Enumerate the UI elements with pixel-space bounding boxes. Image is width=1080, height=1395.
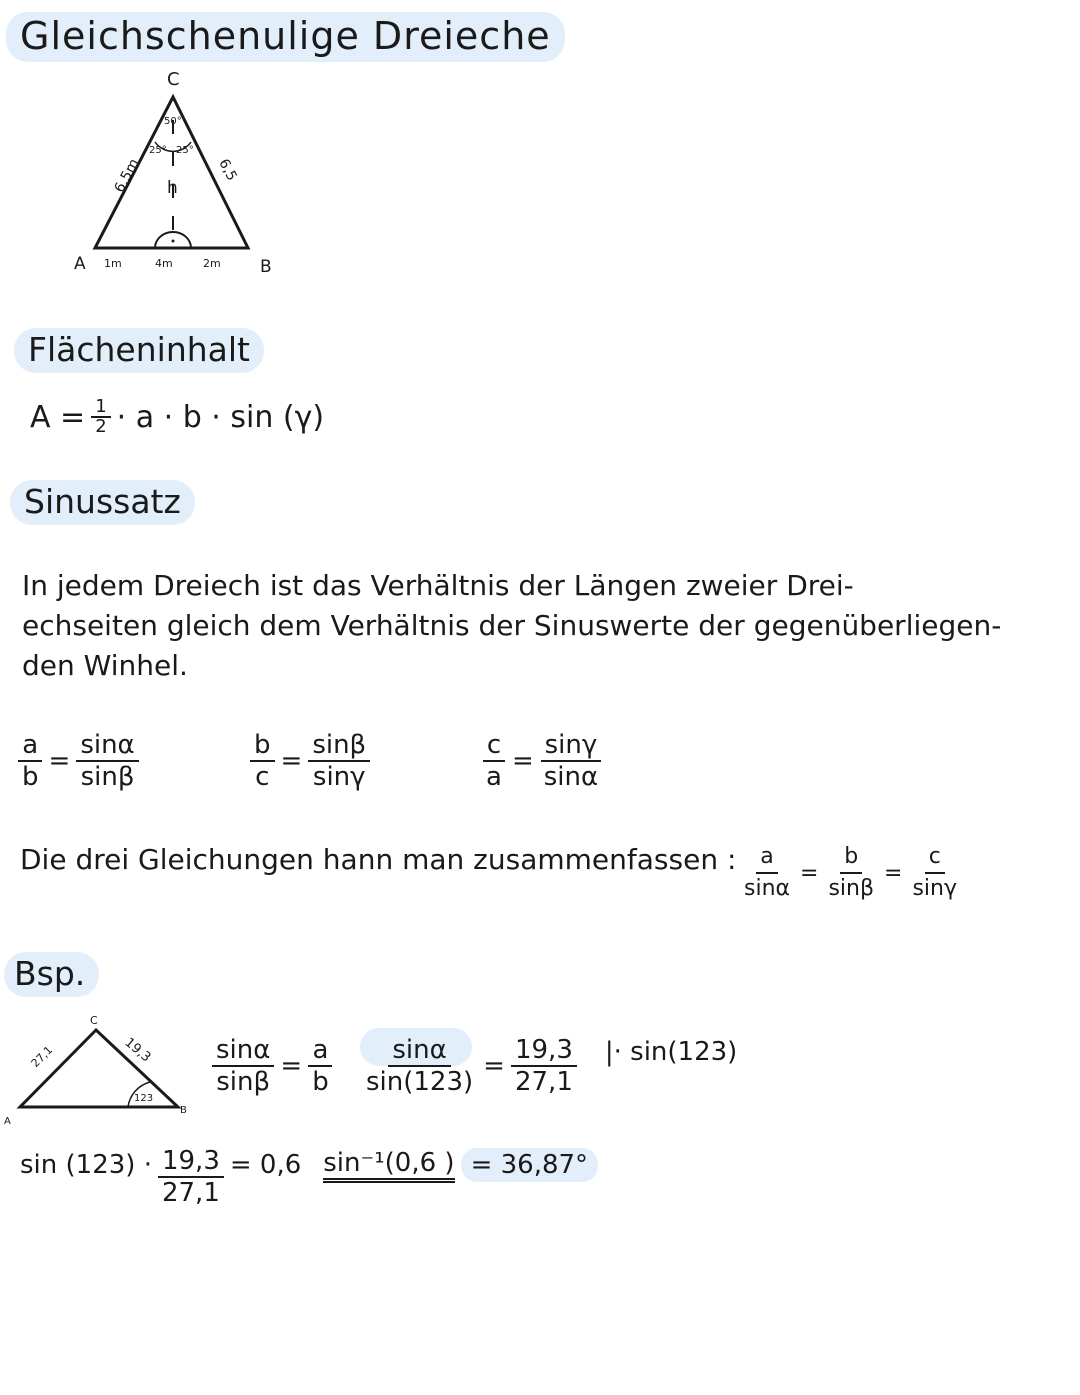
- base-mid-label: 4m: [155, 257, 173, 270]
- half-fraction: [91, 398, 110, 436]
- ratio2-den1: c: [255, 762, 270, 792]
- base-right-label: 2m: [203, 257, 221, 270]
- ratio-equation-1: $\frac{a}{b}$ = $\frac{\sin\alpha}{\sin\beta}$: [18, 730, 139, 792]
- ex-triangle-outline: [20, 1030, 178, 1107]
- ratio2-num2: sinβ: [308, 730, 370, 762]
- example-step-1: $\frac{\sin\alpha}{\sin\beta}$ = $\frac{a}{b}$: [212, 1035, 333, 1097]
- step3-den: 27,1: [161, 1178, 220, 1208]
- combined-num-c: c: [925, 842, 945, 874]
- ratio3-den2: sinα: [543, 762, 599, 792]
- isosceles-triangle-figure: [60, 65, 300, 285]
- ratio3-num2: sinγ: [541, 730, 602, 762]
- step1-num1: sinα: [212, 1035, 274, 1067]
- step1-den1: sinβ: [216, 1067, 271, 1097]
- step1-den2: b: [312, 1067, 329, 1097]
- combined-num-a: a: [756, 842, 777, 874]
- ex-vertex-a-label: A: [4, 1116, 11, 1127]
- step2-den2: 27,1: [514, 1067, 573, 1097]
- vertex-c-label: C: [167, 69, 180, 90]
- ratio1-den2: sinβ: [80, 762, 135, 792]
- paragraph-line-3: den Winhel.: [22, 649, 188, 682]
- ratio-equation-2: $\frac{b}{c}$ = $\frac{\sin\beta}{\sin\gamma}$: [250, 730, 370, 792]
- half-den: 2: [95, 416, 107, 437]
- side-right-label: 6,5: [215, 156, 240, 184]
- vertex-a-label: A: [74, 254, 86, 274]
- paragraph-line-1: In jedem Dreiech ist das Verhältnis der Längen zweier Drei-: [22, 569, 854, 602]
- base-left-label: 1m: [104, 257, 122, 270]
- ex-angle-b-label: 123: [134, 1093, 154, 1104]
- ratio1-num2: sinα: [76, 730, 138, 762]
- sine-law-heading: Sinussatz: [10, 480, 195, 525]
- angle-left-label: 25°: [149, 145, 167, 156]
- step2-num1: sinα: [388, 1035, 450, 1067]
- ratio-equation-3: $\frac{c}{a}$ = $\frac{\sin\gamma}{\sin\alpha}$: [482, 730, 602, 792]
- paragraph-line-2: echseiten gleich dem Verhältnis der Sinuswerte der gegenüberliegen-: [22, 609, 1002, 642]
- height-label: h: [167, 178, 178, 198]
- step3-num: 19,3: [158, 1146, 224, 1178]
- ratio2-den2: sinγ: [312, 762, 366, 792]
- combined-equation: $\frac{a}{\sin\alpha}$ = $\frac{b}{\sin\beta}$ = $\frac{c}{\sin\gamma}$: [740, 842, 961, 904]
- ex-vertex-c-label: C: [90, 1014, 98, 1027]
- ratio3-num1: c: [483, 730, 505, 762]
- step2-den1: sin(123): [366, 1067, 474, 1097]
- area-heading: Flächeninhalt: [14, 328, 264, 373]
- ex-side-left-label: 27,1: [28, 1043, 56, 1071]
- step3-inverse: sin⁻¹(0,6 ): [323, 1148, 454, 1183]
- vertex-b-label: B: [260, 257, 272, 277]
- combined-den-b: sinβ: [828, 876, 875, 901]
- half-num: 1: [91, 398, 110, 418]
- combined-den-a: sinα: [744, 876, 791, 901]
- ratio1-den1: b: [22, 762, 39, 792]
- ex-side-right-label: 19,3: [121, 1035, 154, 1066]
- right-angle-dot: [172, 240, 175, 243]
- step3-final-result: = 36,87°: [461, 1148, 598, 1182]
- ratio2-num1: b: [250, 730, 275, 762]
- area-formula-prefix: A =: [30, 399, 86, 435]
- example-triangle-figure: [0, 1010, 200, 1130]
- combined-den-c: sinγ: [912, 876, 958, 901]
- step2-suffix: |· sin(123): [604, 1037, 738, 1067]
- example-step-3: [20, 1146, 598, 1208]
- ratio3-den1: a: [486, 762, 502, 792]
- area-formula: [30, 398, 324, 436]
- angle-right-label: 25°: [176, 145, 194, 156]
- side-left-label: 6,5m: [111, 156, 143, 196]
- example-label: Bsp.: [4, 952, 99, 997]
- example-step-2: $\frac{\sin\alpha}{\sin(123)}$ = $\frac{19,3}{27,1}$ |· sin(123): [362, 1035, 737, 1097]
- page-title: Gleichschenulige Dreieche: [6, 12, 565, 62]
- area-formula-rest: · a · b · sin (γ): [116, 399, 325, 435]
- combined-num-b: b: [840, 842, 862, 874]
- ratio1-num1: a: [18, 730, 42, 762]
- angle-top-label: 50°: [164, 116, 182, 127]
- combine-text: Die drei Gleichungen hann man zusammenfassen :: [20, 843, 737, 876]
- step3-prefix: sin (123) ·: [20, 1150, 152, 1180]
- step3-result: = 0,6: [229, 1150, 302, 1180]
- ex-vertex-b-label: B: [180, 1105, 187, 1116]
- sine-law-paragraph: [22, 566, 1062, 686]
- step2-num2: 19,3: [511, 1035, 577, 1067]
- step1-num2: a: [308, 1035, 332, 1067]
